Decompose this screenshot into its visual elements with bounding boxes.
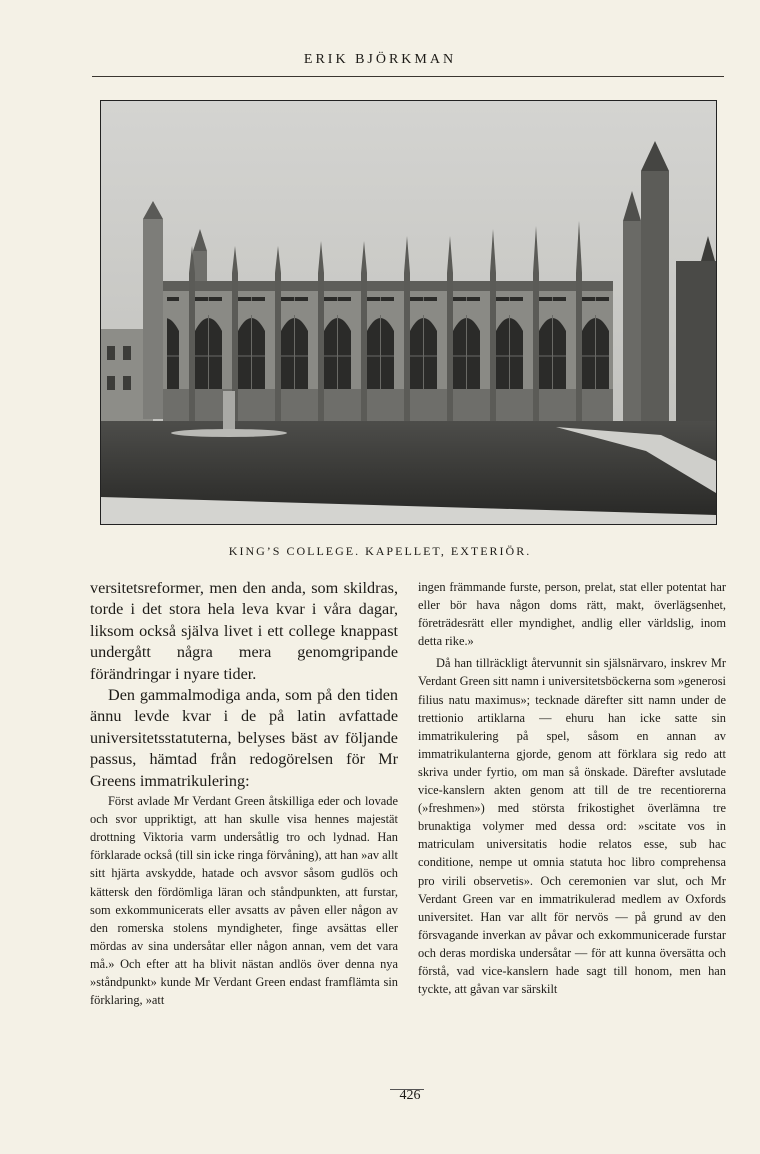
page-number: 426 bbox=[399, 1088, 421, 1103]
left-paragraph-1: versitetsreformer, men den anda, som skildras, torde i det stora hela leva kvar i våra dagar, liksom också själva livet i ett college knappast undergått några mera genomgripande förändringar i nyare tider. bbox=[90, 579, 398, 683]
header-rule bbox=[92, 76, 724, 77]
kings-college-chapel-photo bbox=[101, 101, 716, 524]
plate-caption: KING’S COLLEGE. KAPELLET, EXTERIÖR. bbox=[228, 544, 532, 558]
photograph-plate bbox=[100, 100, 717, 525]
left-paragraph-3: Först avlade Mr Verdant Green åtskilliga eder och lovade och svor uppriktigt, att han skulle visa hennes majestät drottning Viktoria varm undersåtlig tro och lydnad. Han förklarade också (till sin icke ringa förvåning), att han »av allt sitt hjärta avskydde, hatade och avsvor såsom gudlös och kättersk den fördömliga läran och ståndpunkten, att furstar, som exkommunicerats eller avsatts av påven eller någon av den romerska stolens myndigheter, finge avsättas eller mördas av sina undersåtar eller någon annan, vem det vara må.» Och efter att ha blivit nästan andlös över denna nya »ståndpunkt» kunde Mr Verdant Green endast framflämta sin förklaring, »att bbox=[90, 794, 398, 1008]
right-paragraph-2: Då han tillräckligt återvunnit sin själsnärvaro, inskrev Mr Verdant Green sitt namn i universitetsböckerna som »generosi filius natu maximus»; tecknade därefter sitt namn under de trettionio artiklarna — ehuru han icke satte sin immatrikulering på spel, såsom en annan av immatrikulanterna gjorde, genom att förklara sig redo att skriva under fyrtio, om man så önskade. Därefter avslutade vice-kanslern akten genom att till de tre recentiorerna (»freshmen») med största frikostighet överlämna tre brunaktiga volymer med dessa ord: »scitate vos in matriculam universitatis hodie relatos esse, sub hac conditione, nempe ut omnia statuta hoc libro comprehensa pro virili observetis». Och ceremonien var slut, och Mr Verdant Green var en immatrikulerad medlem av Oxfords universitet. Han var allt för nervös — på grund av den försvagande inverkan av påvar och exkommunicerade furstar och deras mordiska undersåtar — för att kunna översätta och förstå, vad vice-kanslern hade sagt till honom, men han tyckte, att gåvan var särskilt bbox=[418, 656, 726, 997]
left-column bbox=[90, 578, 398, 1009]
left-paragraph-2: Den gammalmodiga anda, som på den tiden ännu levde kvar i de på latin avfattade universitetsstatuterna, belyses bäst av följande passus, hämtad från redogörelsen för Mr Greens immatrikulering: bbox=[90, 686, 398, 790]
right-paragraph-1: ingen främmande furste, person, prelat, stat eller potentat har eller bör hava någon doms rätt, makt, överlägsenhet, företrädesrätt eller myndighet, andlig eller världslig, inom detta rike.» bbox=[418, 580, 726, 649]
running-head: ERIK BJÖRKMAN bbox=[303, 52, 457, 67]
right-column bbox=[418, 578, 726, 998]
